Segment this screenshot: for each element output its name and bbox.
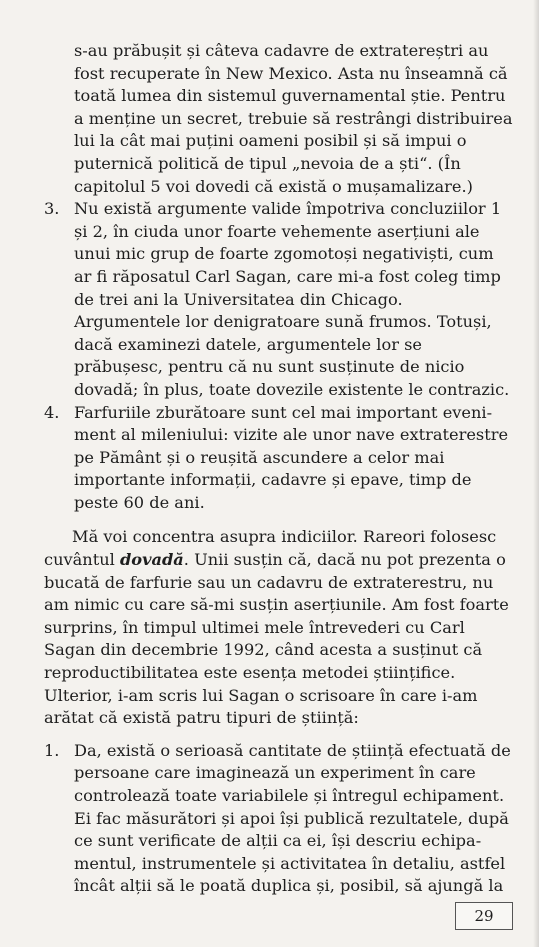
list-item-3 (44, 198, 514, 401)
list-item-4 (44, 402, 514, 515)
list-number: 4. (44, 402, 60, 422)
page-number: 29 (455, 902, 513, 930)
list-item-text: Nu există argumente valide împotriva concluziilor 1 și 2, în ciuda unor foarte vehemente aserțiuni ale unui mic grup de foarte zgomotoși negativiști, cum ar fi răposatul Carl Sagan, care mi-a fost coleg timp de trei ani la Universitatea din Chicago. Argumentele lor denigratoare sună frumos. Totuși, dacă examinezi datele, argumentele lor se prăbușesc, pentru că nu sunt susținute de nicio dovadă; în plus, toate dovezile existente le contrazic. (74, 199, 510, 399)
list-number: 1. (44, 740, 60, 760)
list-item-text: Da, există o serioasă cantitate de știință efectuată de persoane care imaginează un experiment în care controlează toate variabilele și întregul echipament. Ei fac măsurători și apoi își publică rezultatele, după ce sunt verificate de alții ca ei, își descriu echipamentul, instrumentele și activitatea în detaliu, astfel încât alții să le poată duplica și, posibil, să ajungă la (74, 740, 511, 896)
continued-list-text: s-au prăbușit și câteva cadavre de extratereștri au fost recuperate în New Mexico. Asta nu înseamnă că toată lumea din sistemul guvernamental știe. Pentru a menține un secret, trebuie să restrângi distribuirea lui la cât mai puțini oameni posibil și să impui o puternică politică de tipul „nevoia de a ști“. (În capitolul 5 voi dovedi că există o mușamalizare.) (74, 41, 513, 196)
paragraph-text-start: Mă voi concentra asupra indiciilor. Rareori folosesc cuvântul (44, 527, 497, 570)
list-item-1 (44, 740, 514, 898)
body-text (44, 40, 514, 898)
list-item-text: Farfuriile zburătoare sunt cel mai important eveniment al mileniului: vizite ale unor nave extraterestre pe Pământ și o reușită ascundere a celor mai importante informații, cadavre și epave, timp de peste 60 de ani. (74, 402, 509, 512)
list-number: 3. (44, 199, 60, 219)
page-edge-shadow (533, 0, 539, 947)
emphasis-word: dovadă (119, 550, 184, 570)
paragraph-text-end: . Unii susțin că, dacă nu pot prezenta o bucată de farfurie sau un cadavru de extraterestru, nu am nimic cu care să-mi susțin aserțiunile. Am fost foarte surprins, în timpul ultimei mele întrevederi cu Carl Sagan din decembrie 1992, când acesta a susținut că reproductibilitatea este esența metodei științifice. Ulterior, i-am scris lui Sagan o scrisoare în care i-am arătat că există patru tipuri de știință: (44, 550, 509, 728)
paragraph (44, 526, 514, 729)
